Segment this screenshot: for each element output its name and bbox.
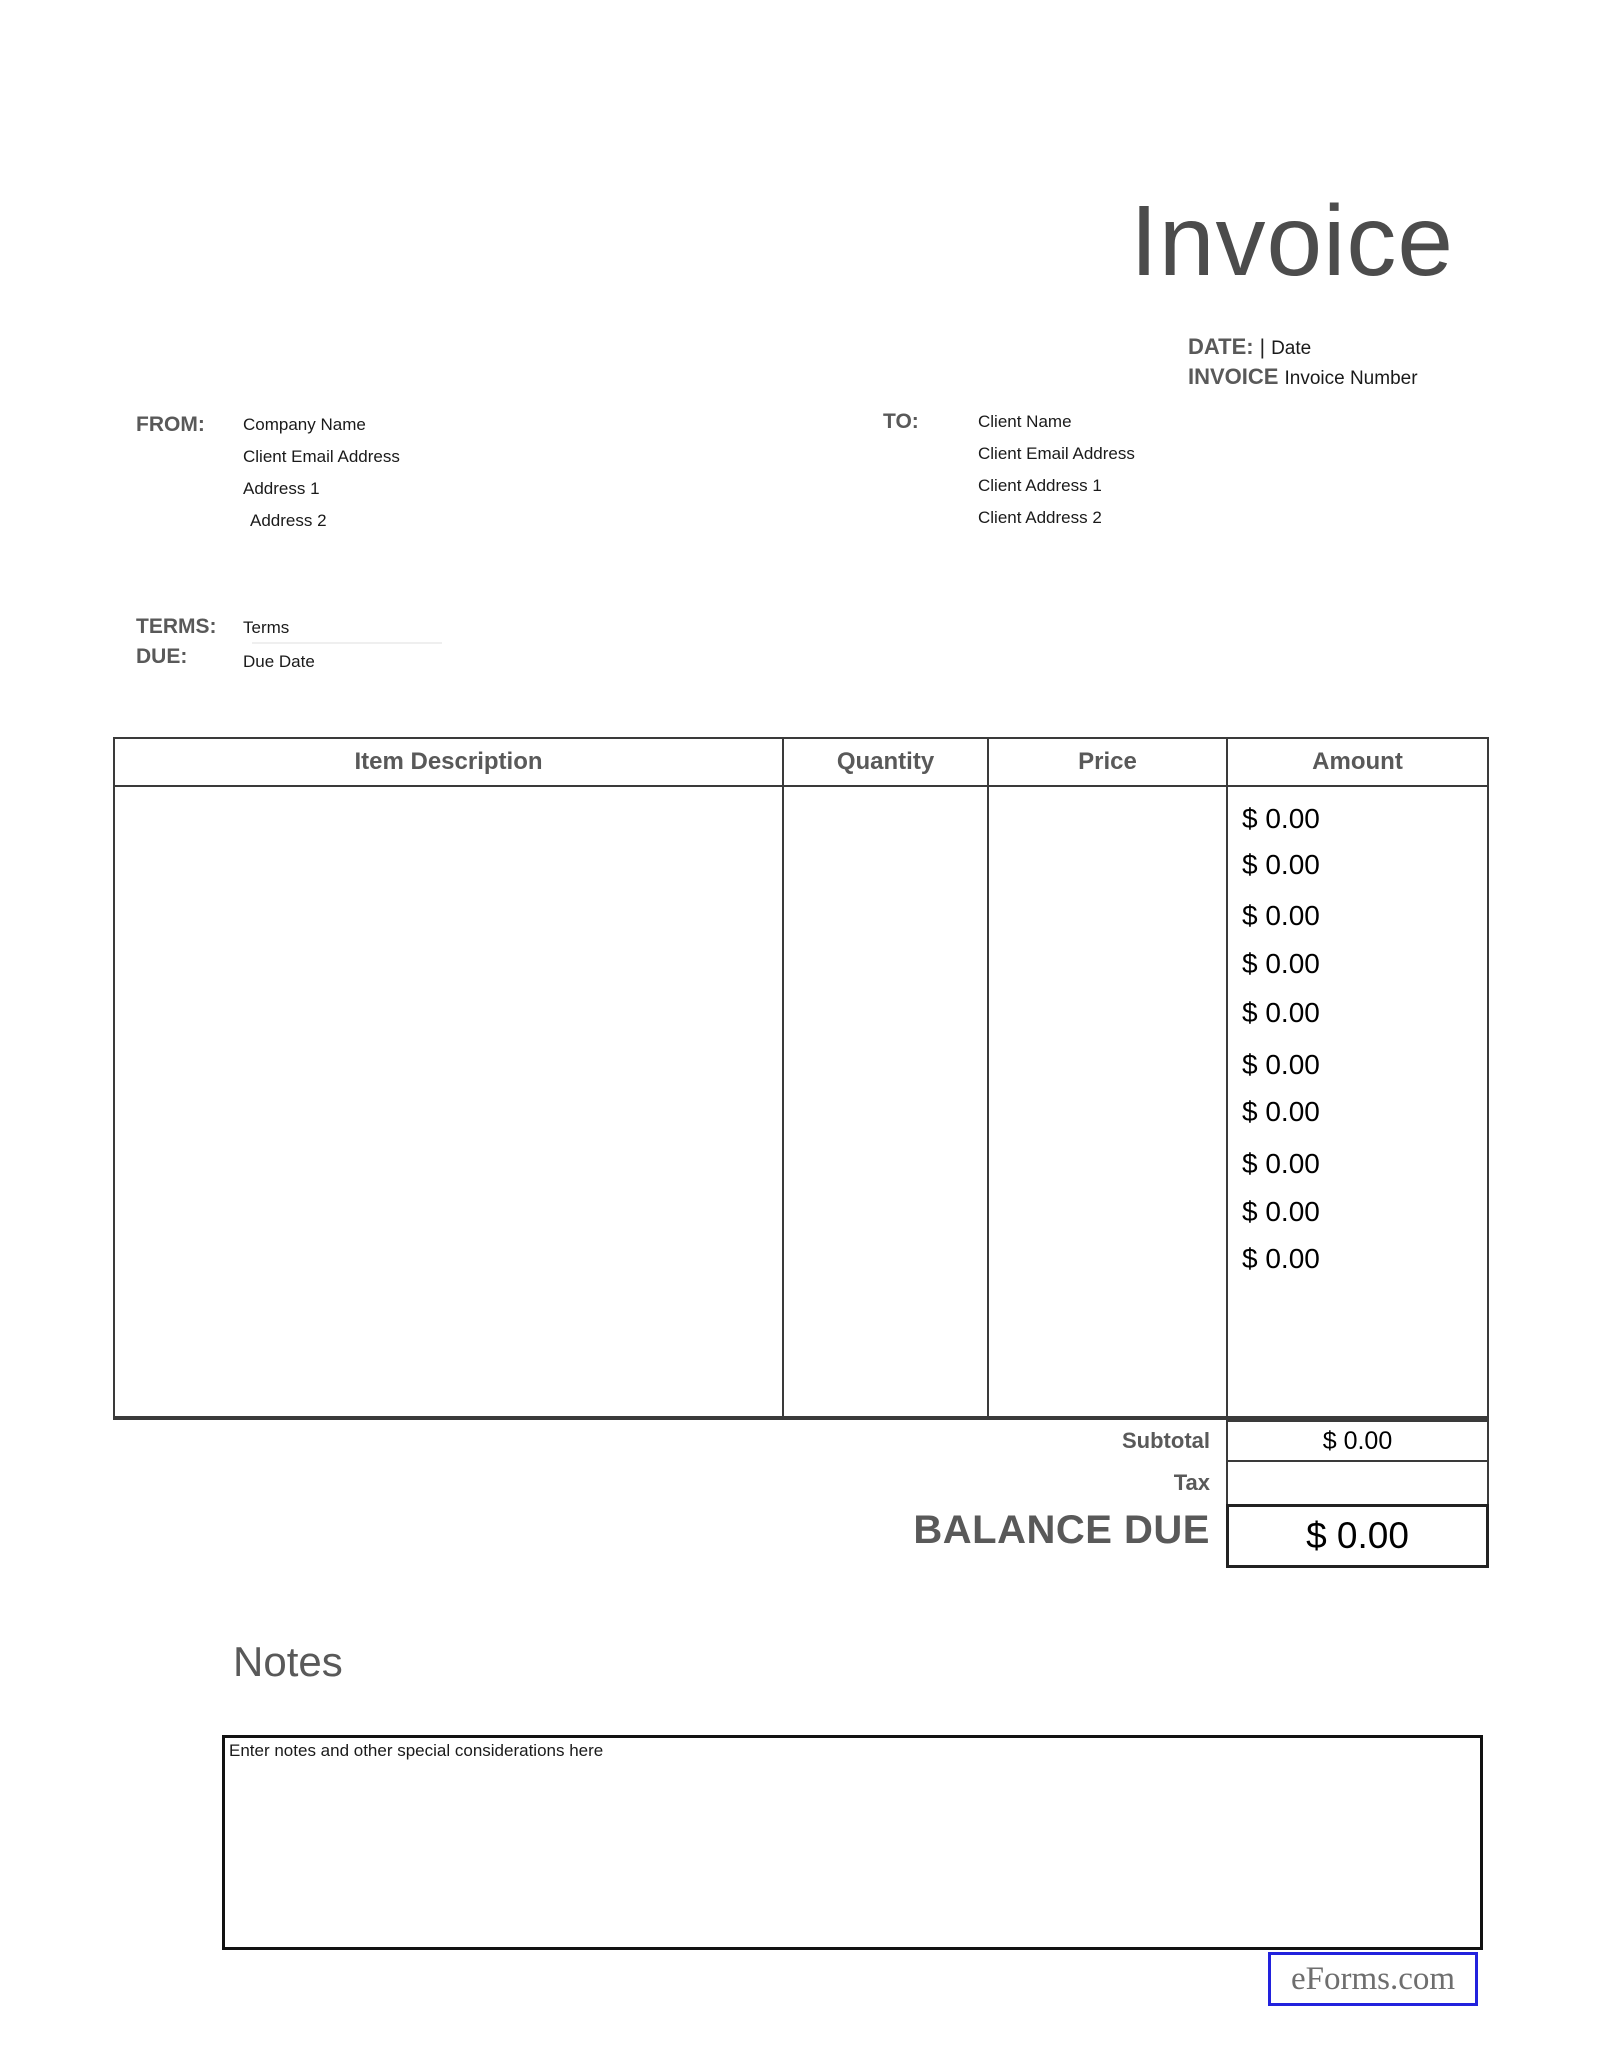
terms-underline xyxy=(252,642,442,644)
from-block xyxy=(243,414,400,542)
tax-value-box[interactable] xyxy=(1226,1460,1489,1506)
table-header-row xyxy=(115,739,1487,787)
date-field[interactable]: Date xyxy=(1271,338,1312,359)
col-header-amount: Amount xyxy=(1312,748,1403,775)
amount-cell[interactable]: $ 0.00 xyxy=(1242,997,1320,1028)
col-header-price: Price xyxy=(989,739,1228,785)
text-cursor: | xyxy=(1259,336,1266,359)
to-block xyxy=(978,411,1135,539)
subtotal-value-box xyxy=(1226,1420,1489,1462)
table-body[interactable] xyxy=(115,787,1487,1416)
subtotal-value: $ 0.00 xyxy=(1322,1426,1393,1455)
amount-cell[interactable]: $ 0.00 xyxy=(1242,1243,1320,1274)
invoice-number-label: INVOICE xyxy=(1188,364,1279,389)
amount-cell[interactable]: $ 0.00 xyxy=(1242,900,1320,931)
col-header-quantity: Quantity xyxy=(784,739,989,785)
amount-cell[interactable]: $ 0.00 xyxy=(1242,1049,1320,1080)
terms-label: TERMS: xyxy=(136,615,217,638)
notes-title: Notes xyxy=(233,1638,343,1685)
amount-cell[interactable]: $ 0.00 xyxy=(1242,803,1320,834)
eforms-link-text: eForms.com xyxy=(1290,1960,1456,1997)
terms-field[interactable]: Terms xyxy=(243,618,290,637)
to-address1-field[interactable]: Client Address 1 xyxy=(978,476,1102,495)
amount-cell[interactable]: $ 0.00 xyxy=(1242,1148,1320,1179)
eforms-link[interactable] xyxy=(1268,1952,1478,2006)
to-email-field[interactable]: Client Email Address xyxy=(978,444,1135,463)
invoice-number-row xyxy=(1188,364,1418,394)
amount-cell[interactable]: $ 0.00 xyxy=(1242,948,1320,979)
date-label: DATE: xyxy=(1188,334,1254,359)
balance-due-value-box xyxy=(1226,1504,1489,1568)
amount-cell[interactable]: $ 0.00 xyxy=(1242,1096,1320,1127)
due-label: DUE: xyxy=(136,645,188,668)
column-divider xyxy=(782,787,784,1416)
from-email-field[interactable]: Client Email Address xyxy=(243,447,400,466)
from-company-field[interactable]: Company Name xyxy=(243,415,366,434)
balance-due-value: $ 0.00 xyxy=(1306,1515,1409,1556)
from-address1-field[interactable]: Address 1 xyxy=(243,479,320,498)
to-label: TO: xyxy=(883,410,919,433)
column-divider xyxy=(1226,787,1228,1416)
from-address2-field[interactable]: Address 2 xyxy=(250,511,327,530)
amount-cell[interactable]: $ 0.00 xyxy=(1242,849,1320,880)
tax-label: Tax xyxy=(1173,1470,1210,1495)
column-divider xyxy=(987,787,989,1416)
invoice-number-field[interactable]: Invoice Number xyxy=(1284,368,1418,389)
amount-cell[interactable]: $ 0.00 xyxy=(1242,1196,1320,1227)
from-label: FROM: xyxy=(136,413,205,436)
col-header-item-description: Item Description xyxy=(115,739,784,785)
notes-textarea[interactable]: Enter notes and other special considerations here xyxy=(222,1735,1483,1950)
to-client-name-field[interactable]: Client Name xyxy=(978,412,1072,431)
line-items-table xyxy=(113,737,1489,1420)
page-title: Invoice xyxy=(1130,185,1454,297)
date-row xyxy=(1188,334,1311,364)
to-address2-field[interactable]: Client Address 2 xyxy=(978,508,1102,527)
due-date-field[interactable]: Due Date xyxy=(243,652,315,671)
subtotal-label: Subtotal xyxy=(1122,1428,1210,1453)
balance-due-label: BALANCE DUE xyxy=(913,1508,1210,1552)
